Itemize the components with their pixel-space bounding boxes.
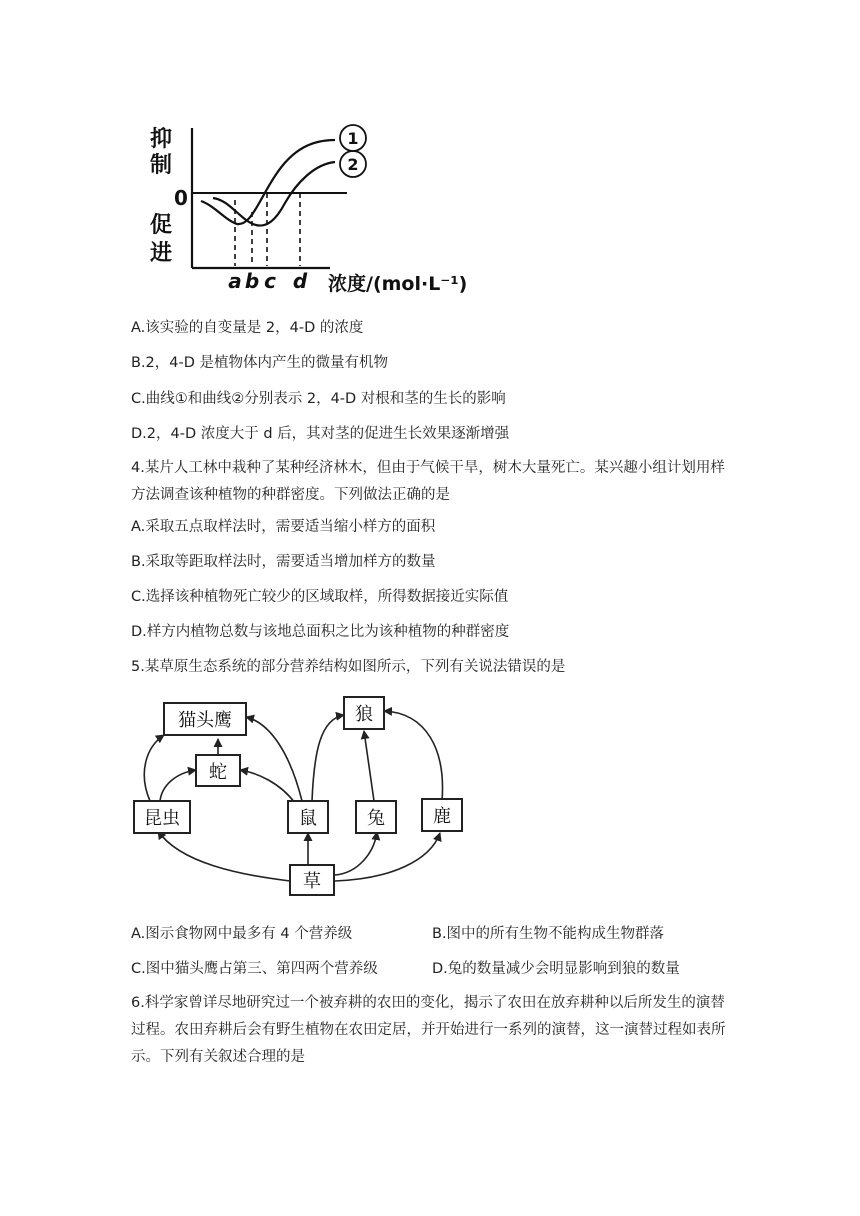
y-label-inhibit-2: 制: [149, 153, 173, 178]
tick-a: a: [228, 269, 242, 293]
y-label-inhibit-1: 抑: [149, 127, 173, 152]
q4-option-c: C.选择该种植物死亡较少的区域取样，所得数据接近实际值: [131, 589, 509, 605]
node-snake: [196, 755, 240, 786]
node-wolf-label: 狼: [355, 704, 373, 725]
q3-option-b: B.2，4-D 是植物体内产生的微量有机物: [131, 355, 389, 371]
arrow-grass-rabbit: [335, 832, 377, 875]
x-axis-label: 浓度/(mol·L⁻¹): [328, 273, 468, 295]
node-snake-label: 蛇: [209, 762, 227, 783]
q3-option-a: A.该实验的自变量是 2，4-D 的浓度: [131, 320, 364, 336]
q5-option-b: B.图中的所有生物不能构成生物群落: [432, 926, 665, 942]
y-label-promote-1: 促: [149, 213, 173, 238]
node-rabbit-label: 兔: [367, 808, 385, 829]
q5-stem: 5.某草原生态系统的部分营养结构如图所示，下列有关说法错误的是: [131, 659, 566, 675]
q4-option-b: B.采取等距取样法时，需要适当增加样方的数量: [131, 554, 436, 570]
arrow-mouse-owl: [246, 717, 302, 801]
node-insect-label: 昆虫: [144, 808, 180, 829]
q3-option-c: C.曲线①和曲线②分别表示 2，4-D 对根和茎的生长的影响: [131, 391, 506, 407]
q3-option-d: D.2，4-D 浓度大于 d 后，其对茎的促进生长效果逐渐增强: [131, 426, 510, 442]
node-owl-label: 猫头鹰: [178, 710, 232, 731]
curve-1: [201, 140, 335, 224]
node-grass-label: 草: [303, 871, 321, 892]
q4-option-d: D.样方内植物总数与该地总面积之比为该种植物的种群密度: [131, 624, 510, 640]
arrow-mouse-wolf: [312, 715, 344, 801]
arrow-rabbit-wolf: [364, 731, 374, 801]
food-web-figure: [130, 693, 470, 899]
concentration-effect-figure: [125, 108, 505, 303]
y-label-promote-2: 进: [149, 241, 173, 266]
node-owl: [164, 703, 246, 735]
q4-option-a: A.采取五点取样法时，需要适当缩小样方的面积: [131, 519, 436, 535]
arrow-mouse-snake: [240, 770, 295, 803]
curve-1-label: 1: [347, 129, 359, 148]
arrow-insect-snake: [160, 770, 196, 801]
node-insect: [134, 801, 190, 833]
arrow-grass-insect: [158, 831, 290, 881]
curve-2-label: 2: [347, 155, 359, 174]
q5-option-d: D.兔的数量减少会明显影响到狼的数量: [432, 961, 680, 977]
arrow-insect-owl: [144, 735, 164, 801]
y-label-zero: 0: [174, 186, 188, 210]
tick-c: c: [264, 269, 276, 293]
node-deer: [422, 799, 462, 831]
node-mouse-label: 鼠: [299, 808, 317, 829]
node-wolf: [344, 697, 384, 729]
q5-option-a: A.图示食物网中最多有 4 个营养级: [131, 926, 353, 942]
q5-option-c: C.图中猫头鹰占第三、第四两个营养级: [131, 961, 378, 977]
node-rabbit: [356, 801, 396, 833]
q6-stem: 6.科学家曾详尽地研究过一个被弃耕的农田的变化，揭示了农田在放弃耕种以后所发生的演替过程。农田弃耕后会有野生植物在农田定居，并开始进行一系列的演替，这一演替过程如表所示。下列有关叙述合理的是: [131, 995, 726, 1065]
node-deer-label: 鹿: [433, 806, 451, 827]
tick-d: d: [292, 269, 308, 293]
node-grass: [290, 865, 334, 895]
node-mouse: [288, 801, 328, 833]
tick-b: b: [244, 269, 260, 293]
q4-stem: 4.某片人工林中栽种了某种经济林木，但由于气候干旱，树木大量死亡。某兴趣小组计划用样方法调查该种植物的种群密度。下列做法正确的是: [131, 460, 725, 503]
arrow-deer-wolf: [384, 711, 443, 801]
arrow-grass-deer: [335, 833, 440, 881]
